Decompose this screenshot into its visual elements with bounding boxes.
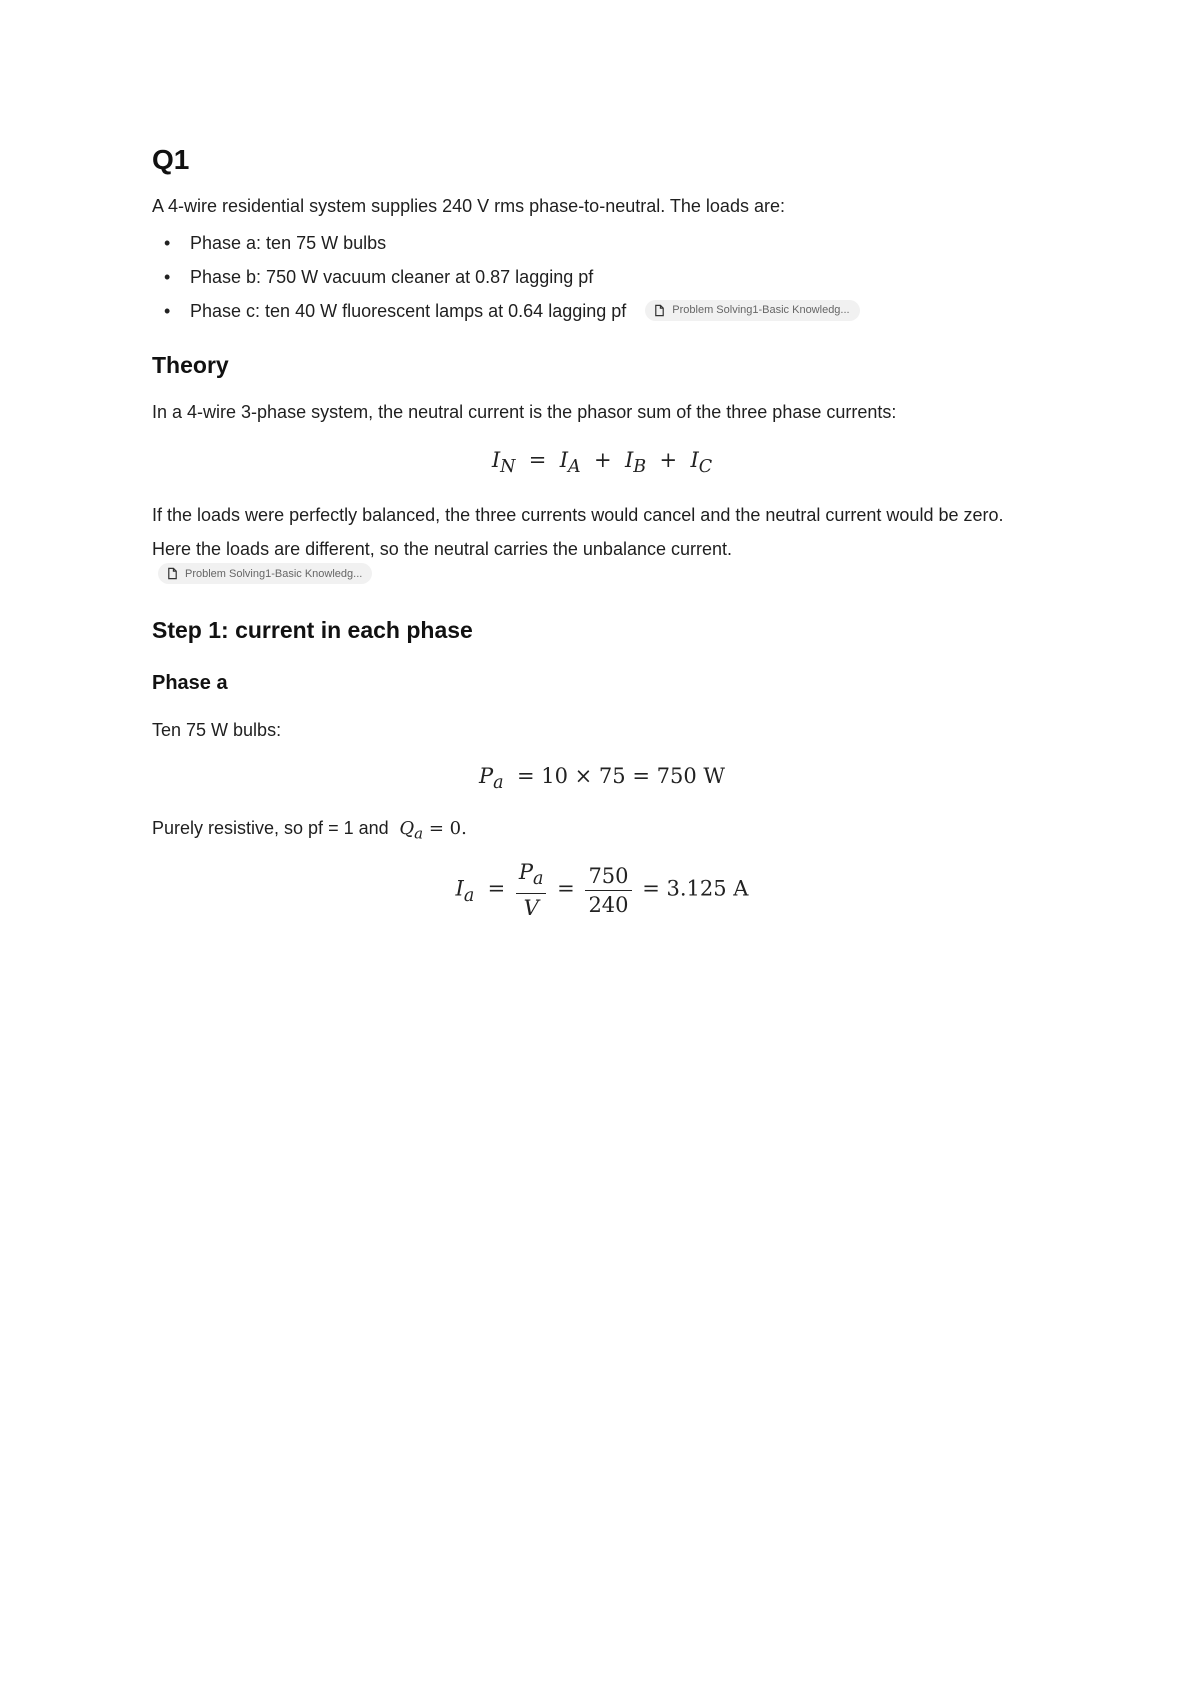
eq-symbol: Q [399,818,415,839]
eq-subscript: a [463,885,475,906]
theory-paragraph-2: If the loads were perfectly balanced, the three currents would cancel and the neutral current would be zero. Here the loads are different, so the neutral carries the unbalance current. [152,505,1004,559]
eq-symbol: P [518,860,534,884]
phase-a-text-2-prefix: Purely resistive, so pf = 1 and [152,818,389,838]
eq-result: 750 W [656,764,725,788]
eq-subscript: B [633,457,647,478]
eq-symbol: I [624,448,634,472]
eq-symbol: I [559,448,569,472]
eq-subscript: N [500,457,516,478]
load-phase-c: Phase c: ten 40 W fluorescent lamps at 0.64 lagging pf [190,301,627,321]
citation-label: Problem Solving1-Basic Knowledg... [672,304,850,317]
list-item [152,267,860,301]
eq-result: 3.125 A [666,876,749,901]
eq-symbol: I [690,448,699,472]
eq-number: 240 [588,892,629,917]
intro-text: A 4-wire residential system supplies 240 V rms phase-to-neutral. The loads are: [152,196,785,216]
eq-subscript: a [493,773,504,794]
citation-chip[interactable] [645,300,859,321]
theory-text: In a 4-wire 3-phase system, the neutral current is the phasor sum of the three phase currents: [152,402,897,422]
eq-symbol: I [455,876,464,901]
load-phase-b: Phase b: 750 W vacuum cleaner at 0.87 lagging pf [190,267,594,287]
eq-number: 750 [585,862,631,891]
eq-symbol: V [523,896,539,921]
citation-label: Problem Solving1-Basic Knowledg... [185,567,363,580]
eq-symbol: P [479,764,494,788]
eq-number: 75 [598,764,626,788]
phase-a-text: Ten 75 W bulbs: [152,720,282,740]
eq-subscript: C [698,457,713,478]
question-title: Q1 [152,144,190,175]
document-icon [166,567,179,580]
eq-symbol: I [491,448,501,472]
theory-heading: Theory [152,352,229,378]
eq-number: 0. [449,818,467,839]
neutral-current-equation: $I_N = I_A + I_B + I_C$ [491,448,713,478]
fraction [516,858,547,922]
load-phase-a: Phase a: ten 75 W bulbs [190,233,387,253]
power-equation: $P_a = 10 \times 75 = 750$ W [479,764,725,794]
loads-list [152,233,860,335]
eq-subscript: A [568,457,581,478]
current-equation: $I_a$ = $\frac{P_a}{V}$ = $\frac{750}{240}$ = 3.125 A [455,860,749,921]
list-item [152,233,860,267]
eq-subscript: a [414,824,424,843]
eq-subscript: a [533,869,544,890]
document-icon [653,304,666,317]
q-expression: $Q_a = 0$. [399,818,467,843]
citation-chip[interactable] [158,563,372,584]
eq-number: 10 [541,764,568,788]
fraction [585,862,631,919]
step1-heading: Step 1: current in each phase [152,617,473,643]
phase-a-text-2 [152,818,467,843]
list-item [152,301,860,335]
phase-a-heading: Phase a [152,672,228,694]
